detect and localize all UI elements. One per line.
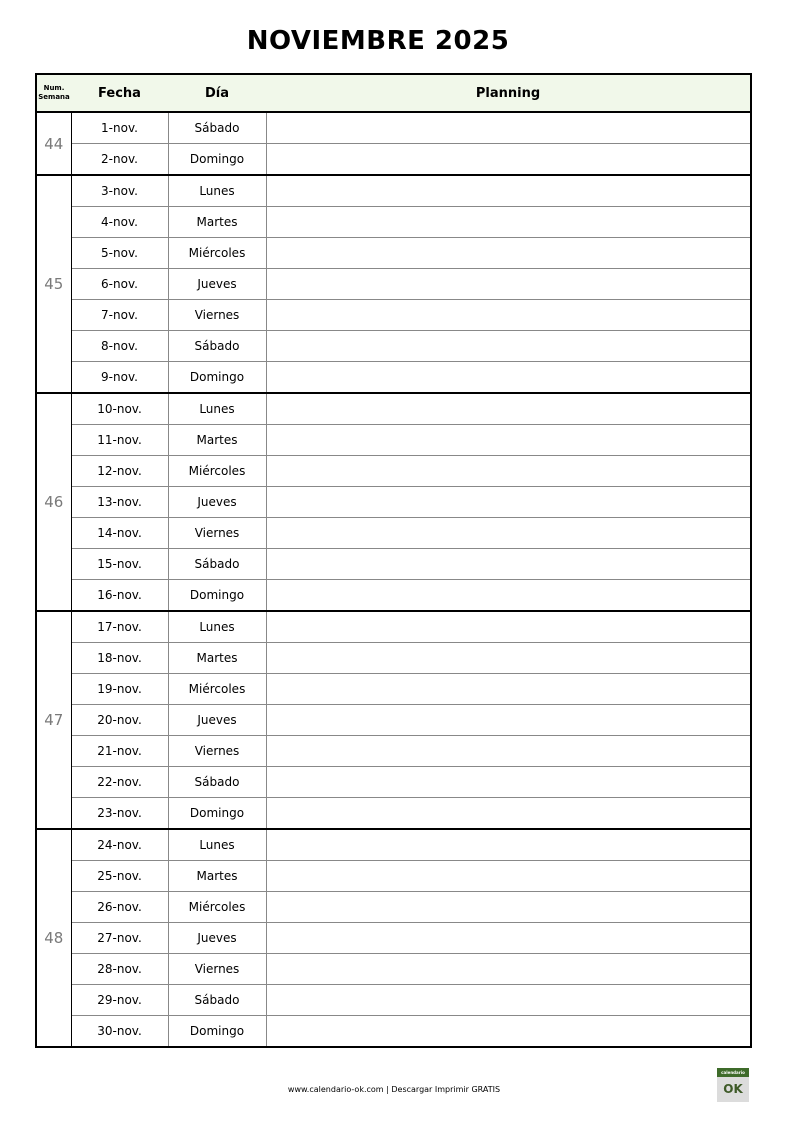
header-planning: Planning xyxy=(266,74,751,112)
date-cell: 12-nov. xyxy=(71,456,168,487)
planning-cell[interactable] xyxy=(266,580,751,612)
date-cell: 4-nov. xyxy=(71,207,168,238)
table-row xyxy=(36,643,751,674)
date-cell: 20-nov. xyxy=(71,705,168,736)
table-row xyxy=(36,549,751,580)
table-row xyxy=(36,985,751,1016)
page-title: NOVIEMBRE 2025 xyxy=(246,26,510,56)
table-row xyxy=(36,238,751,269)
table-row xyxy=(36,767,751,798)
weekday-cell: Sábado xyxy=(168,767,266,798)
table-row xyxy=(36,580,751,612)
brand-logo xyxy=(717,1068,749,1102)
planning-cell[interactable] xyxy=(266,1016,751,1048)
table-body xyxy=(36,112,751,1047)
weekday-cell: Jueves xyxy=(168,923,266,954)
planning-cell[interactable] xyxy=(266,425,751,456)
planning-cell[interactable] xyxy=(266,362,751,394)
table-row xyxy=(36,269,751,300)
weekday-cell: Domingo xyxy=(168,1016,266,1048)
weekday-cell: Miércoles xyxy=(168,238,266,269)
table-row xyxy=(36,518,751,549)
planning-cell[interactable] xyxy=(266,300,751,331)
date-cell: 27-nov. xyxy=(71,923,168,954)
table-row xyxy=(36,892,751,923)
weekday-cell: Lunes xyxy=(168,393,266,425)
planning-cell[interactable] xyxy=(266,456,751,487)
date-cell: 15-nov. xyxy=(71,549,168,580)
planning-cell[interactable] xyxy=(266,829,751,861)
logo-mark: OK xyxy=(723,1082,743,1096)
header-week-number-line1: Num. xyxy=(43,84,65,92)
date-cell: 11-nov. xyxy=(71,425,168,456)
planning-cell[interactable] xyxy=(266,611,751,643)
planning-cell[interactable] xyxy=(266,175,751,207)
planning-cell[interactable] xyxy=(266,985,751,1016)
planning-cell[interactable] xyxy=(266,705,751,736)
header-fecha: Fecha xyxy=(71,74,168,112)
week-number: 48 xyxy=(36,829,71,1047)
table-row xyxy=(36,331,751,362)
table-row xyxy=(36,112,751,144)
table-row xyxy=(36,300,751,331)
date-cell: 22-nov. xyxy=(71,767,168,798)
date-cell: 21-nov. xyxy=(71,736,168,767)
planning-cell[interactable] xyxy=(266,144,751,176)
weekday-cell: Martes xyxy=(168,861,266,892)
table-row xyxy=(36,611,751,643)
table-row xyxy=(36,1016,751,1048)
weekday-cell: Lunes xyxy=(168,175,266,207)
planning-cell[interactable] xyxy=(266,892,751,923)
planning-cell[interactable] xyxy=(266,112,751,144)
weekday-cell: Martes xyxy=(168,207,266,238)
planning-cell[interactable] xyxy=(266,767,751,798)
planning-cell[interactable] xyxy=(266,207,751,238)
weekday-cell: Viernes xyxy=(168,736,266,767)
planning-cell[interactable] xyxy=(266,393,751,425)
table-row xyxy=(36,829,751,861)
weekday-cell: Sábado xyxy=(168,985,266,1016)
table-row xyxy=(36,861,751,892)
header-week-number-line2: Semana xyxy=(38,93,70,101)
table-row xyxy=(36,798,751,830)
week-number: 44 xyxy=(36,112,71,175)
date-cell: 24-nov. xyxy=(71,829,168,861)
table-header-row xyxy=(36,74,751,112)
weekday-cell: Martes xyxy=(168,643,266,674)
planning-cell[interactable] xyxy=(266,238,751,269)
weekday-cell: Domingo xyxy=(168,362,266,394)
weekday-cell: Jueves xyxy=(168,487,266,518)
date-cell: 1-nov. xyxy=(71,112,168,144)
weekday-cell: Domingo xyxy=(168,144,266,176)
weekday-cell: Jueves xyxy=(168,705,266,736)
week-number: 45 xyxy=(36,175,71,393)
header-dia: Día xyxy=(168,74,266,112)
table-row xyxy=(36,705,751,736)
planning-cell[interactable] xyxy=(266,487,751,518)
table-row xyxy=(36,674,751,705)
date-cell: 28-nov. xyxy=(71,954,168,985)
footer-text: www.calendario-ok.com | Descargar Imprimir GRATIS xyxy=(287,1085,501,1094)
weekday-cell: Sábado xyxy=(168,549,266,580)
weekday-cell: Sábado xyxy=(168,331,266,362)
table-row xyxy=(36,144,751,176)
table-row xyxy=(36,207,751,238)
planning-cell[interactable] xyxy=(266,861,751,892)
table-row xyxy=(36,736,751,767)
weekday-cell: Martes xyxy=(168,425,266,456)
date-cell: 14-nov. xyxy=(71,518,168,549)
planning-cell[interactable] xyxy=(266,518,751,549)
weekday-cell: Miércoles xyxy=(168,456,266,487)
date-cell: 10-nov. xyxy=(71,393,168,425)
date-cell: 9-nov. xyxy=(71,362,168,394)
planning-cell[interactable] xyxy=(266,923,751,954)
header-week-number xyxy=(36,74,71,112)
date-cell: 16-nov. xyxy=(71,580,168,612)
date-cell: 19-nov. xyxy=(71,674,168,705)
weekday-cell: Domingo xyxy=(168,798,266,830)
date-cell: 29-nov. xyxy=(71,985,168,1016)
table-row xyxy=(36,923,751,954)
table-row xyxy=(36,456,751,487)
planning-table xyxy=(35,73,752,1048)
date-cell: 18-nov. xyxy=(71,643,168,674)
planning-cell[interactable] xyxy=(266,643,751,674)
weekday-cell: Viernes xyxy=(168,954,266,985)
planning-cell[interactable] xyxy=(266,549,751,580)
table-row xyxy=(36,425,751,456)
date-cell: 30-nov. xyxy=(71,1016,168,1048)
table-row xyxy=(36,362,751,394)
planning-cell[interactable] xyxy=(266,954,751,985)
planning-cell[interactable] xyxy=(266,736,751,767)
weekday-cell: Miércoles xyxy=(168,892,266,923)
date-cell: 5-nov. xyxy=(71,238,168,269)
table-row xyxy=(36,175,751,207)
date-cell: 26-nov. xyxy=(71,892,168,923)
planning-cell[interactable] xyxy=(266,674,751,705)
date-cell: 17-nov. xyxy=(71,611,168,643)
weekday-cell: Lunes xyxy=(168,829,266,861)
weekday-cell: Viernes xyxy=(168,518,266,549)
date-cell: 6-nov. xyxy=(71,269,168,300)
date-cell: 3-nov. xyxy=(71,175,168,207)
table-row xyxy=(36,487,751,518)
planning-cell[interactable] xyxy=(266,798,751,830)
logo-top-text: calendario xyxy=(717,1068,749,1077)
week-number: 47 xyxy=(36,611,71,829)
date-cell: 2-nov. xyxy=(71,144,168,176)
table-row xyxy=(36,393,751,425)
weekday-cell: Domingo xyxy=(168,580,266,612)
weekday-cell: Miércoles xyxy=(168,674,266,705)
weekday-cell: Jueves xyxy=(168,269,266,300)
weekday-cell: Sábado xyxy=(168,112,266,144)
planning-cell[interactable] xyxy=(266,331,751,362)
date-cell: 13-nov. xyxy=(71,487,168,518)
table-row xyxy=(36,954,751,985)
date-cell: 23-nov. xyxy=(71,798,168,830)
date-cell: 8-nov. xyxy=(71,331,168,362)
weekday-cell: Viernes xyxy=(168,300,266,331)
weekday-cell: Lunes xyxy=(168,611,266,643)
date-cell: 7-nov. xyxy=(71,300,168,331)
week-number: 46 xyxy=(36,393,71,611)
date-cell: 25-nov. xyxy=(71,861,168,892)
planning-cell[interactable] xyxy=(266,269,751,300)
